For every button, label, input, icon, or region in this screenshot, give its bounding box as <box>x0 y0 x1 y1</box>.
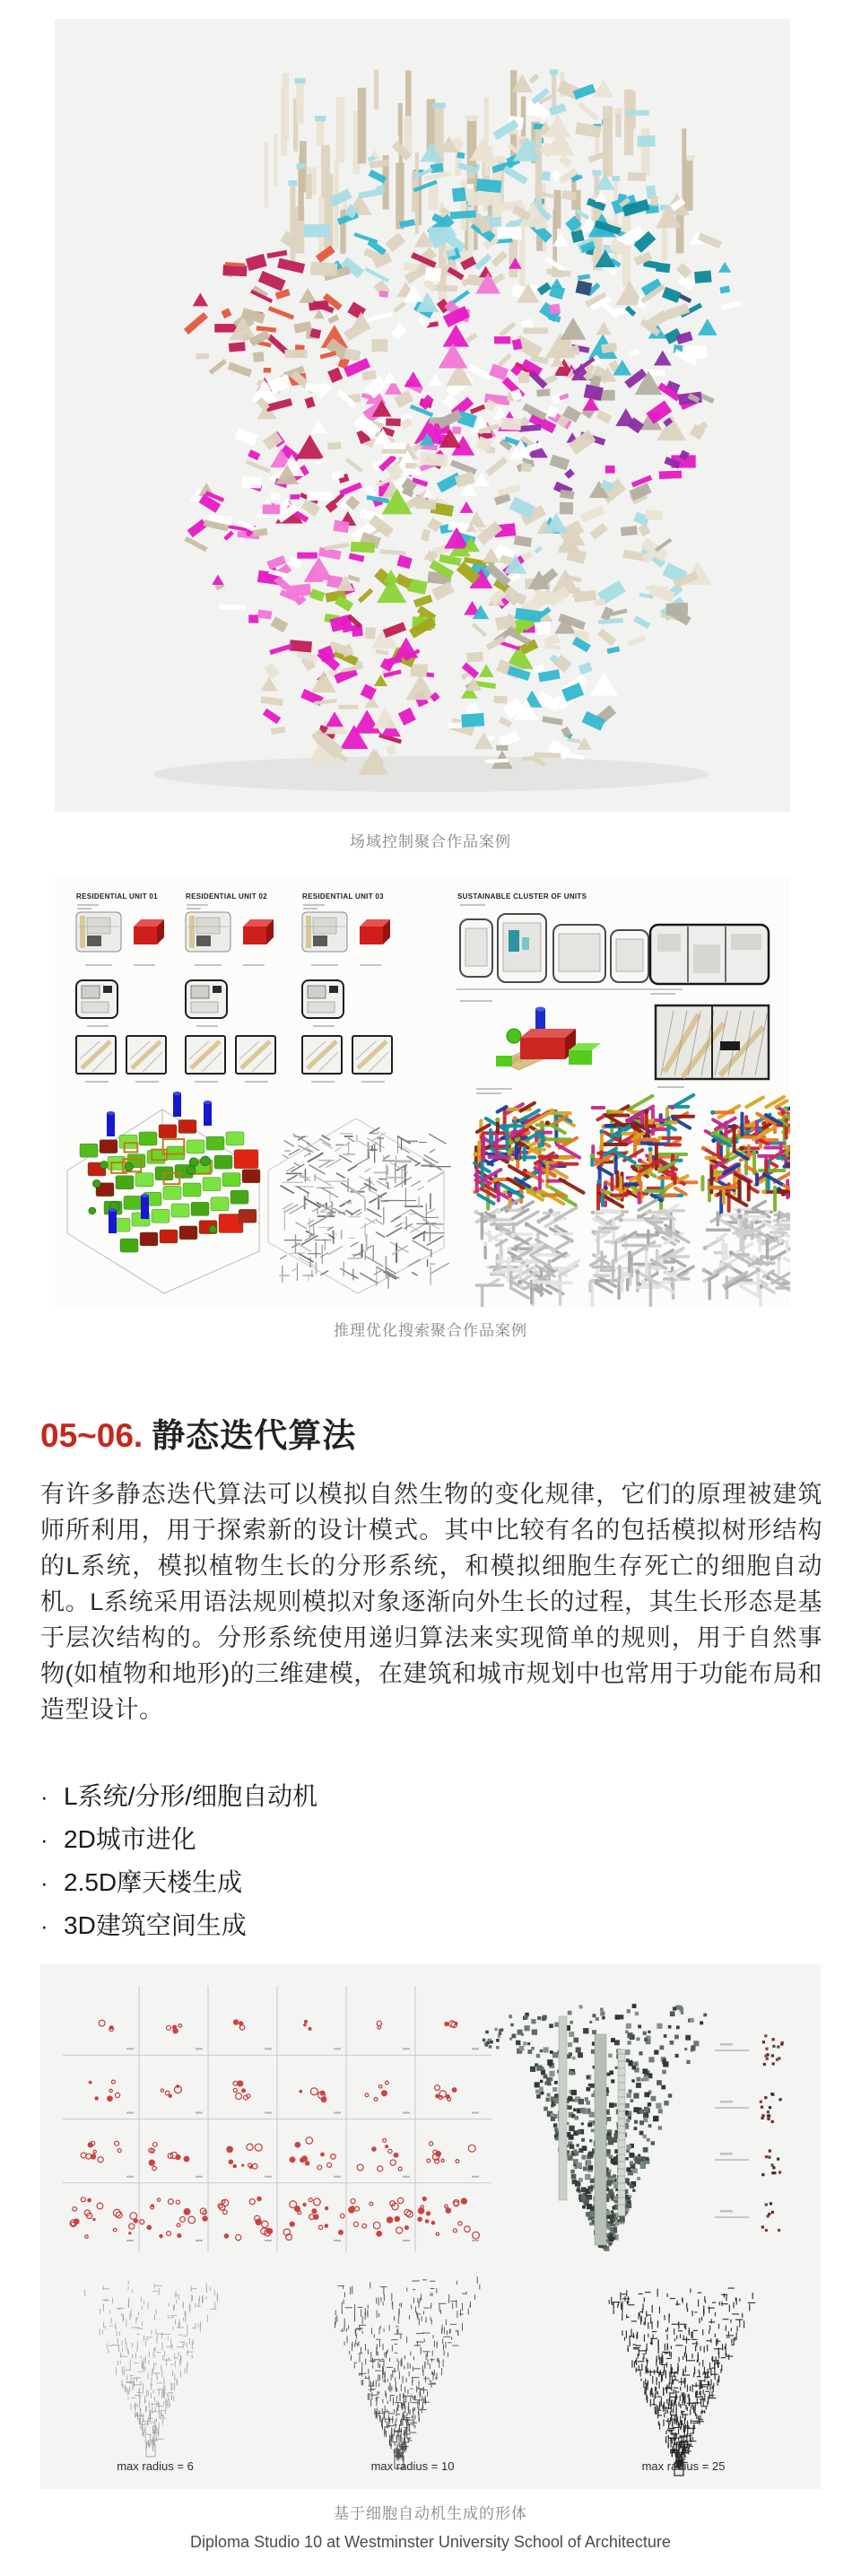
section-number: 05~06. <box>40 1417 144 1454</box>
section-title: 静态迭代算法 <box>152 1417 357 1454</box>
topic-list <box>40 1775 821 1947</box>
max-radius-label: max radius = 6 <box>117 2459 194 2473</box>
list-item-label: L系统/分形/细胞自动机 <box>64 1782 318 1810</box>
cellular-automata-image[interactable] <box>40 1964 821 2489</box>
field-aggregation-render <box>55 19 790 812</box>
max-radius-label: max radius = 10 <box>370 2459 455 2473</box>
bullet-icon: · <box>40 1783 48 1810</box>
figure2-caption: 推理优化搜索聚合作品案例 <box>334 1322 527 1339</box>
list-item <box>40 1861 821 1904</box>
sustainable-cluster-label: SUSTAINABLE CLUSTER OF UNITS <box>457 892 587 901</box>
figure1-caption: 场域控制聚合作品案例 <box>350 833 511 850</box>
bullet-icon: · <box>40 1912 48 1939</box>
section-heading <box>40 1408 821 1457</box>
residential-unit-01-label: RESIDENTIAL UNIT 01 <box>76 892 158 901</box>
field-aggregation-image[interactable] <box>55 19 790 812</box>
figure3-caption: 基于细胞自动机生成的形体 <box>334 2505 527 2522</box>
credit-line: Diploma Studio 10 at Westminster University School of Architecture <box>190 2533 671 2551</box>
list-item-label: 2D城市进化 <box>64 1825 196 1853</box>
search-optimization-drawings <box>55 875 790 1307</box>
bullet-icon: · <box>40 1869 48 1896</box>
list-item <box>40 1818 821 1861</box>
list-item-label: 2.5D摩天楼生成 <box>64 1868 243 1896</box>
list-item <box>40 1775 821 1818</box>
residential-unit-03-label: RESIDENTIAL UNIT 03 <box>302 892 384 901</box>
max-radius-label: max radius = 25 <box>641 2459 726 2473</box>
search-optimization-image[interactable] <box>55 875 790 1307</box>
section-paragraph: 有许多静态迭代算法可以模拟自然生物的变化规律，它们的原理被建筑师所利用，用于探索新的设计模式。其中比较有名的包括模拟树形结构的L系统，模拟植物生长的分形系统，和模拟细胞生存死亡的细胞自动机。L系统采用语法规则模拟对象逐渐向外生长的过程，其生长形态是基于层次结构的。分形系统使用递归算法来实现简单的规则，用于自然事物(如植物和地形)的三维建模，在建筑和城市规划中也常用于功能布局和造型设计。 <box>40 1481 822 1723</box>
cellular-automata-drawings <box>40 1964 821 2489</box>
residential-unit-02-label: RESIDENTIAL UNIT 02 <box>186 892 267 901</box>
list-item <box>40 1904 821 1947</box>
list-item-label: 3D建筑空间生成 <box>64 1911 247 1939</box>
bullet-icon: · <box>40 1826 48 1853</box>
